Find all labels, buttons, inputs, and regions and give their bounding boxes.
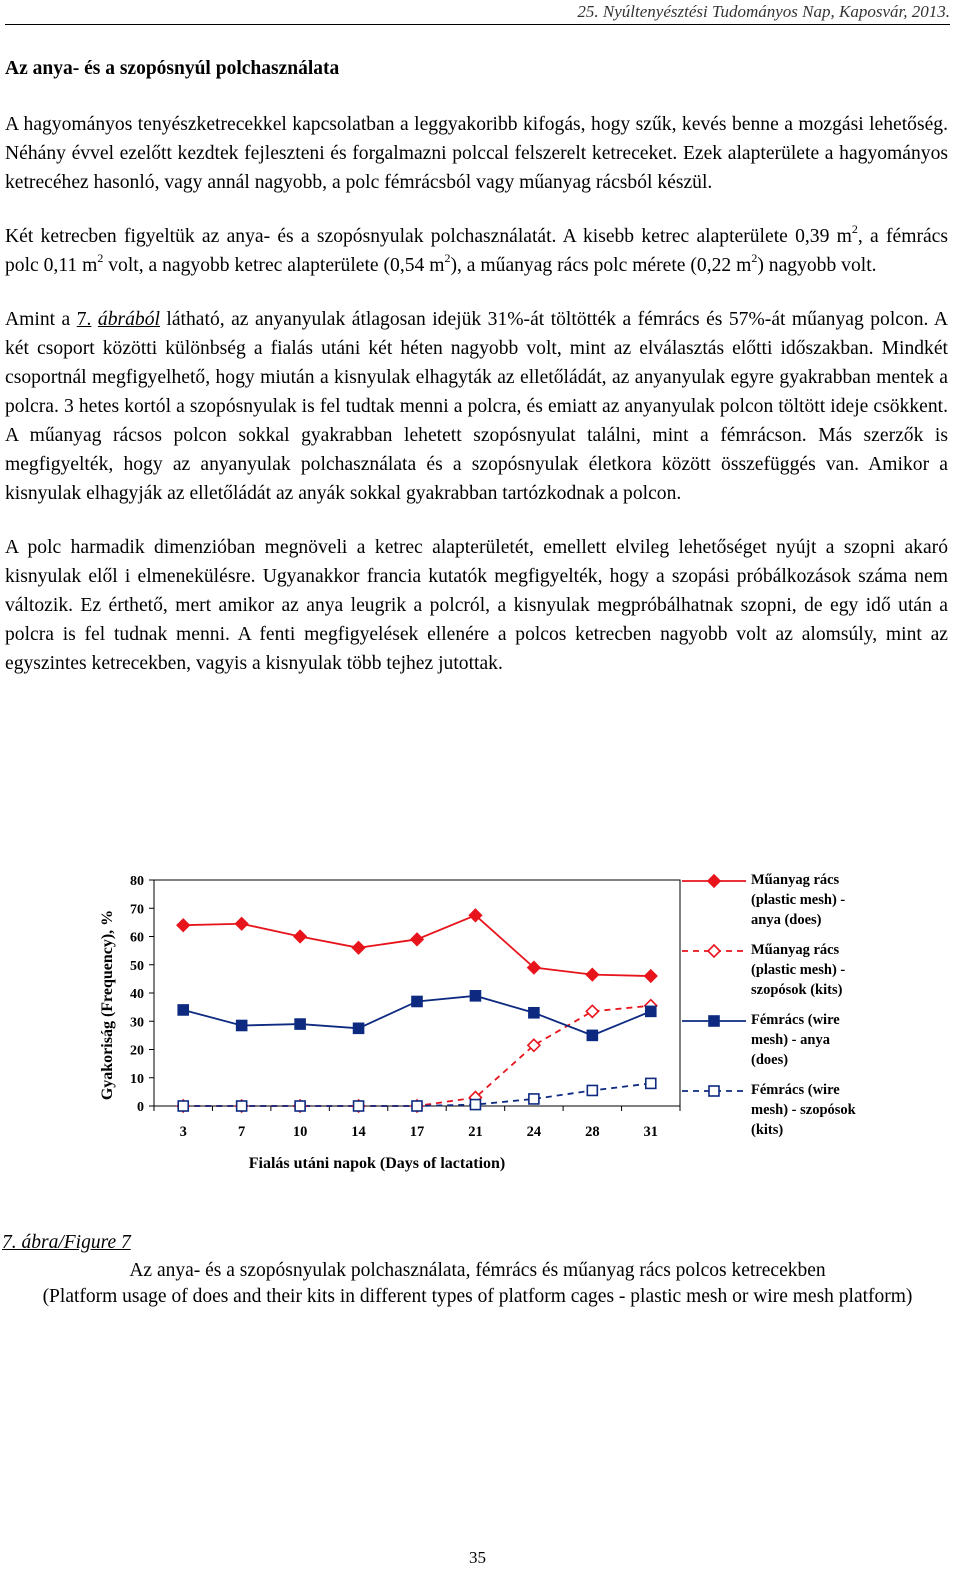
y-tick-label: 20 <box>130 1043 144 1059</box>
y-tick-label: 80 <box>130 874 144 889</box>
legend-label <box>751 870 951 930</box>
data-point-series-3 <box>646 1006 656 1016</box>
superscript: 2 <box>444 251 451 265</box>
y-tick-label: 50 <box>130 958 144 974</box>
data-point-series-4 <box>646 1078 656 1088</box>
legend-label-line: szopósok (kits) <box>751 982 843 998</box>
superscript: 2 <box>851 222 858 236</box>
figure-caption-en: (Platform usage of does and their kits in different types of platform cages - plastic mesh or wire mesh platform) <box>42 1286 913 1307</box>
superscript: 2 <box>97 251 104 265</box>
data-point-series-4 <box>354 1101 364 1111</box>
data-point-series-3 <box>178 1005 188 1015</box>
legend-label-line: Műanyag rács <box>751 872 840 888</box>
legend-label-line: anya (does) <box>751 912 822 928</box>
data-point-series-4 <box>295 1101 305 1111</box>
legend-swatch <box>680 942 750 960</box>
figure-ref-link[interactable]: ábrából <box>97 309 160 330</box>
y-tick-label: 10 <box>130 1071 144 1087</box>
plot-area <box>154 880 680 1106</box>
y-tick-label: 40 <box>130 987 144 1002</box>
p2-part-a: Két ketrecben figyeltük az anya- és a szopósnyulak polchasználatát. A kisebb ketrec alapterülete 0,39 m <box>5 226 852 247</box>
x-tick-label: 7 <box>238 1124 246 1140</box>
x-tick-label: 21 <box>468 1124 483 1140</box>
legend-label-line: mesh) - anya <box>751 1032 830 1048</box>
data-point-series-4 <box>587 1085 597 1095</box>
legend-label-line: (kits) <box>751 1122 784 1138</box>
paragraph-1: A hagyományos tenyészketrecekkel kapcsolatban a leggyakoribb kifogás, hogy szűk, kevés benne a mozgási lehetőség. Néhány évvel ezelőtt kezdtek fejleszteni és forgalmazni polccal felszerelt ketreceket. Ezek alapterülete a hagyományos ketrecéhez hasonló, vagy annál nagyobb, a polc fémrácsból vagy műanyag rácsból készül. <box>5 114 948 193</box>
data-point-series-3 <box>412 996 422 1006</box>
legend-label-line: Fémrács (wire <box>751 1082 840 1098</box>
legend-item-3 <box>680 1010 960 1080</box>
figure-label: 7. ábra/Figure 7 <box>2 1232 131 1253</box>
x-tick-label: 17 <box>409 1124 425 1140</box>
data-point-series-2 <box>586 1005 598 1017</box>
paragraph-4: A polc harmadik dimenzióban megnöveli a ketrec alapterületét, emellett elvileg lehetőséget nyújt a szopni akaró kisnyulak elől i elmenekülésre. Ugyanakkor francia kutatók megfigyelték, hogy a szopási próbálkozások száma nem változik. Ez érthető, mert amikor az anya leugrik a polcról, a kisnyulak megpróbálhatnak szopni, de egy idő után a polcra is fel tudnak menni. A fenti megfigyelések ellenére a polcos ketrecben nagyobb volt az alomsúly, mint az egyszintes ketrecekben, vagyis a kisnyulak több tejhez jutottak. <box>5 537 948 674</box>
legend-item-2 <box>680 940 960 1010</box>
x-tick-label: 24 <box>526 1124 542 1140</box>
x-tick-label: 3 <box>179 1124 187 1140</box>
legend-label-line: (does) <box>751 1052 789 1068</box>
data-point-series-1 <box>236 918 248 930</box>
legend-label-line: mesh) - szopósok <box>751 1102 856 1118</box>
paragraph-3 <box>5 305 948 508</box>
legend-label-line: Fémrács (wire <box>751 1012 840 1028</box>
p3-part-a: Amint a <box>5 309 77 330</box>
section-title: Az anya- és a szopósnyúl polchasználata <box>5 58 340 79</box>
paragraph-2 <box>5 222 948 280</box>
x-tick-label: 28 <box>585 1124 600 1140</box>
legend-swatch <box>680 1082 750 1100</box>
y-tick-label: 70 <box>130 902 144 918</box>
x-tick-label: 31 <box>643 1124 659 1140</box>
superscript: 2 <box>751 251 758 265</box>
x-axis-label: Fialás utáni napok (Days of lactation) <box>248 1155 506 1172</box>
p2-part-d: ), a műanyag rács polc mérete (0,22 m <box>450 255 752 276</box>
legend-marker <box>709 1086 719 1096</box>
series-line-2 <box>183 1006 651 1106</box>
data-point-series-1 <box>586 969 598 981</box>
x-tick-label: 10 <box>292 1124 308 1140</box>
legend-marker <box>708 875 720 887</box>
p2-part-c: volt, a nagyobb ketrec alapterülete (0,54 m <box>103 255 445 276</box>
line-chart <box>90 865 690 1195</box>
legend-item-1 <box>680 870 960 940</box>
data-point-series-4 <box>412 1101 422 1111</box>
data-point-series-1 <box>411 933 423 945</box>
data-point-series-3 <box>470 991 480 1001</box>
data-point-series-4 <box>237 1101 247 1111</box>
data-point-series-3 <box>237 1020 247 1030</box>
data-point-series-3 <box>295 1019 305 1029</box>
legend-label-line: Műanyag rács <box>751 942 840 958</box>
data-point-series-4 <box>529 1094 539 1104</box>
page-number: 35 <box>469 1548 486 1567</box>
running-header: 25. Nyúltenyésztési Tudományos Nap, Kaposvár, 2013. <box>577 2 950 21</box>
x-tick-label: 14 <box>351 1124 366 1140</box>
data-point-series-3 <box>354 1023 364 1033</box>
data-point-series-1 <box>645 970 657 982</box>
legend-marker <box>709 1016 719 1026</box>
data-point-series-4 <box>178 1101 188 1111</box>
figure-caption <box>5 1258 950 1310</box>
body-text <box>5 110 948 703</box>
figure-caption-hu: Az anya- és a szopósnyulak polchasználata, fémrács és műanyag rács polcos ketrecekben <box>129 1260 826 1281</box>
legend-label <box>751 1010 951 1070</box>
p3-part-b: látható, az anyanyulak átlagosan idejük 31%-át töltötték a fémrács és 57%-át műanyag polcon. A két csoport közötti különbség a fialás utáni két héten nagyobb volt, mint az elválasztás előtti időszakban. Mindkét csoportnál megfigyelhető, hogy miután a kisnyulak elhagyták az elletőládát, az anyanyulak egyre gyakrabban mentek a polcra. 3 hetes kortól a szopósnyulak is fel tudtak menni a polcra, és emiatt az anyanyulak polcon töltött ideje csökkent. A műanyag rácsos polcon sokkal gyakrabban lehetett szopósnyulat találni, mint a fémrácson. Más szerzők is megfigyelték, hogy az anyanyulak polchasználata és a szopósnyulak életkora között összefüggés van. Amikor a kisnyulak elhagyják az elletőládát az anyák sokkal gyakrabban tartózkodnak a polcon. <box>5 309 948 504</box>
y-tick-label: 0 <box>137 1100 144 1115</box>
chart-legend <box>680 870 960 1150</box>
data-point-series-3 <box>529 1008 539 1018</box>
header-rule <box>5 24 950 25</box>
legend-label <box>751 1080 951 1140</box>
data-point-series-1 <box>177 919 189 931</box>
legend-item-4 <box>680 1080 960 1150</box>
y-tick-label: 60 <box>130 930 144 946</box>
legend-swatch <box>680 1012 750 1030</box>
legend-label-line: (plastic mesh) - <box>751 962 846 978</box>
legend-marker <box>708 945 720 957</box>
legend-label <box>751 940 951 1000</box>
p2-part-e: ) nagyobb volt. <box>757 255 877 276</box>
p2-part-b: , a fémrács polc 0,11 m <box>5 226 948 276</box>
data-point-series-1 <box>294 931 306 943</box>
data-point-series-4 <box>470 1100 480 1110</box>
data-point-series-1 <box>353 942 365 954</box>
legend-swatch <box>680 872 750 890</box>
legend-label-line: (plastic mesh) - <box>751 892 846 908</box>
y-axis-label: Gyakoriság (Frequency), % <box>99 909 116 1101</box>
y-tick-label: 30 <box>130 1015 144 1031</box>
figure-ref-number[interactable]: 7. <box>76 309 92 330</box>
data-point-series-3 <box>587 1030 597 1040</box>
